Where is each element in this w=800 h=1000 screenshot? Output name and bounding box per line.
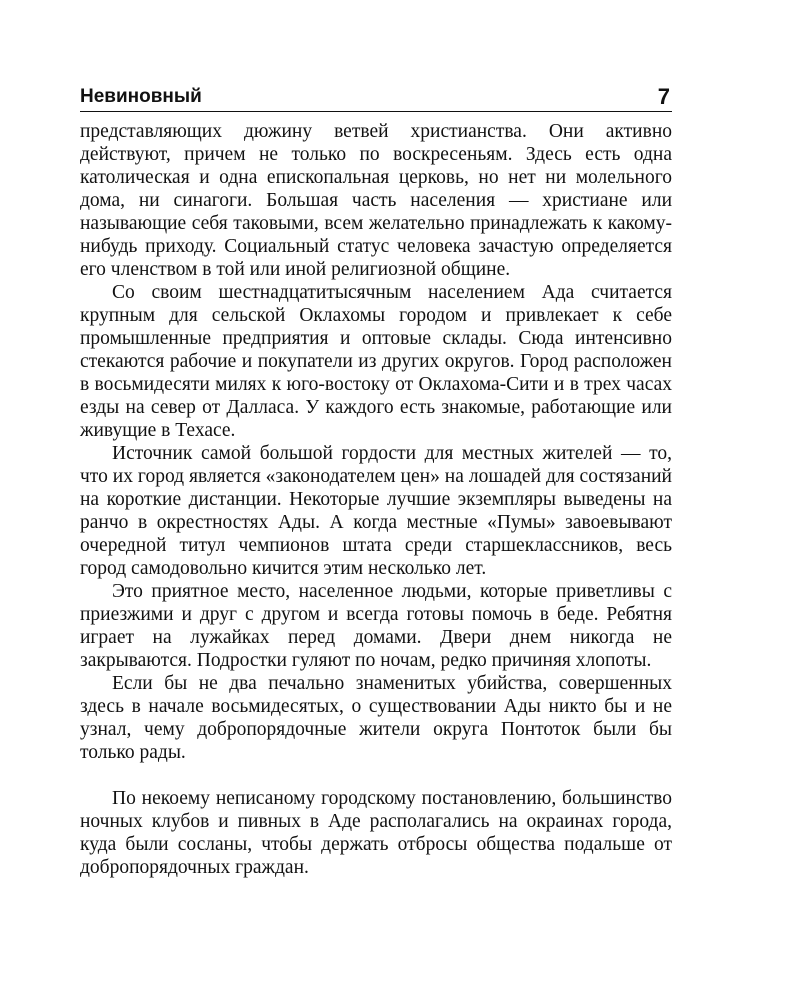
paragraph: По некоему неписаному городскому постановлению, большинство ночных клубов и пивных в Аде располагались на окраинах города, куда были сосланы, чтобы держать отбросы общества подальше от добропорядочных граждан.: [80, 788, 672, 878]
body-text: [80, 120, 672, 879]
paragraph: Со своим шестнадцатитысячным населением Ада считается крупным для сельской Оклахомы городом и привлекает к себе промышленные предприятия и оптовые склады. Сюда интенсивно стекаются рабочие и покупатели из других округов. Город расположен в восьмидесяти милях к юго-востоку от Оклахома-Сити и в трех часах езды на север от Далласа. У каждого есть знакомые, работающие или живущие в Техасе.: [80, 282, 672, 441]
paragraph: Если бы не два печально знаменитых убийства, совершенных здесь в начале восьмидесятых, о существовании Ады никто бы и не узнал, чему добропорядочные жители округа Понтоток были бы только рады.: [80, 673, 672, 763]
paragraph: Источник самой большой гордости для местных жителей — то, что их город является «законодателем цен» на лошадей для состязаний на короткие дистанции. Некоторые лучшие экземпляры выведены на ранчо в окрестностях Ады. А когда местные «Пумы» завоевывают очередной титул чемпионов штата среди старшеклассников, весь город самодовольно кичится этим несколько лет.: [80, 443, 672, 579]
page-number: 7: [657, 84, 670, 109]
running-title: Невиновный: [80, 86, 202, 107]
paragraph: Это приятное место, населенное людьми, которые приветливы с приезжими и друг с другом и всегда готовы помочь в беде. Ребятня играет на лужайках перед домами. Двери днем никогда не закрываются. Подростки гуляют по ночам, редко причиняя хлопоты.: [80, 581, 672, 671]
paragraph: представляющих дюжину ветвей христианства. Они активно действуют, причем не только по воскресеньям. Здесь есть одна католическая и одна епископальная церковь, но нет ни молельного дома, ни синагоги. Большая часть населения — христиане или называющие себя таковыми, всем желательно принадлежать к какому-нибудь приходу. Социальный статус человека зачастую определяется его членством в той или иной религиозной общине.: [80, 121, 672, 280]
book-page: [80, 78, 672, 879]
running-header: [80, 78, 672, 112]
